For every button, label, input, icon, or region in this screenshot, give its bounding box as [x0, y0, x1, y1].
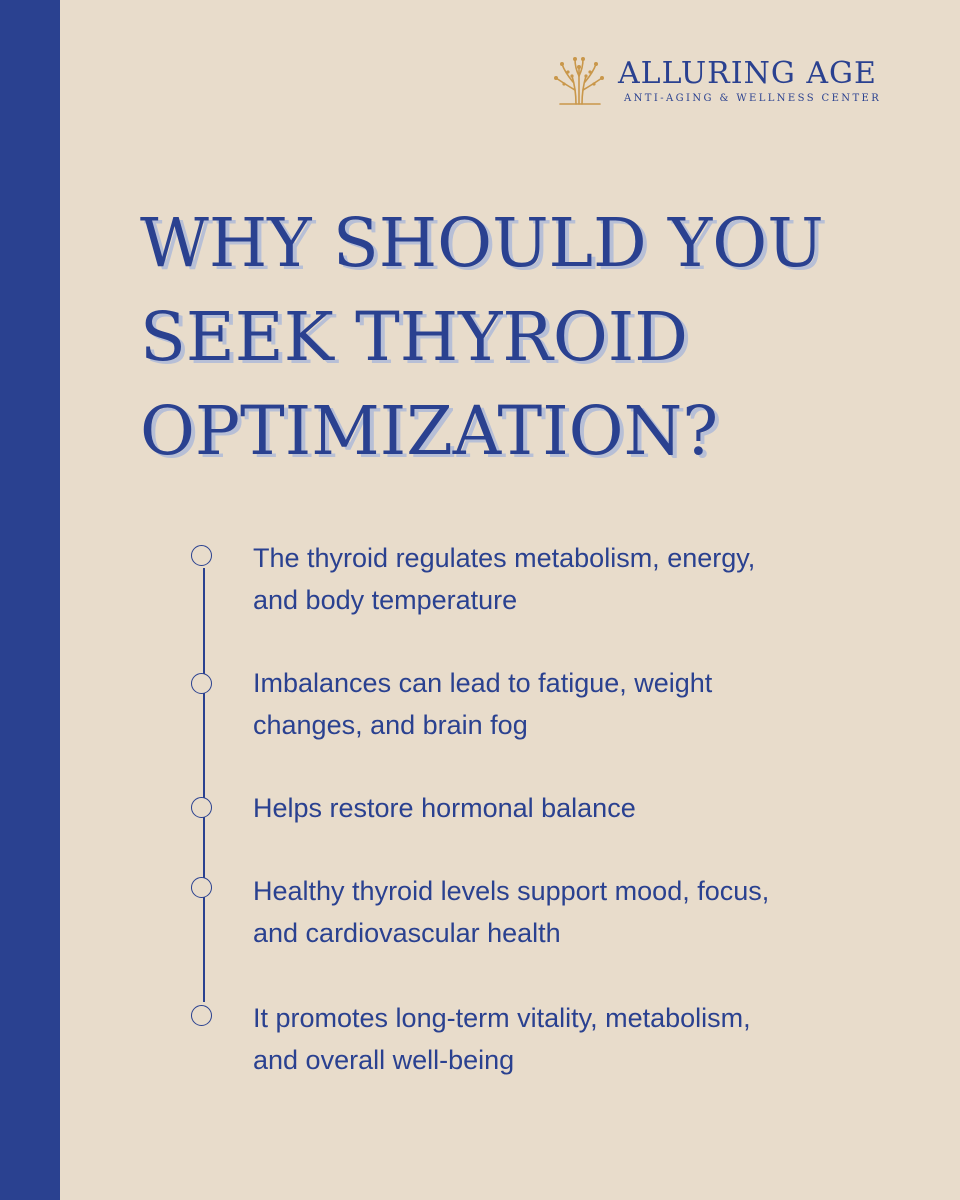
title-line: SEEK THYROID: [140, 298, 688, 376]
brand-tagline: ANTI-AGING & WELLNESS CENTER: [624, 93, 882, 104]
list-item: [253, 787, 903, 829]
list-item-line: and overall well-being: [253, 1045, 515, 1075]
brand-name: ALLURING AGE: [618, 56, 877, 91]
list-item-line: and cardiovascular health: [253, 918, 561, 948]
list-item: [253, 662, 903, 746]
list-item: [253, 870, 903, 954]
list-item-line: It promotes long-term vitality, metabolism,: [253, 1003, 751, 1033]
list-item-line: and body temperature: [253, 585, 518, 615]
list-item: [253, 537, 903, 621]
timeline-dot: [191, 797, 212, 818]
timeline-dot: [191, 673, 212, 694]
timeline-dot: [191, 1005, 212, 1026]
title-line: OPTIMIZATION?: [140, 392, 719, 470]
list-item-line: The thyroid regulates metabolism, energy,: [253, 543, 756, 573]
list-item-line: Healthy thyroid levels support mood, focus,: [253, 876, 770, 906]
timeline-dot: [191, 545, 212, 566]
title-line: WHY SHOULD YOU: [140, 204, 824, 282]
list-item-line: Imbalances can lead to fatigue, weight: [253, 668, 713, 698]
list-item-line: changes, and brain fog: [253, 710, 528, 740]
list-item-line: Helps restore hormonal balance: [253, 793, 636, 823]
list-item: [253, 997, 903, 1081]
timeline-dot: [191, 877, 212, 898]
